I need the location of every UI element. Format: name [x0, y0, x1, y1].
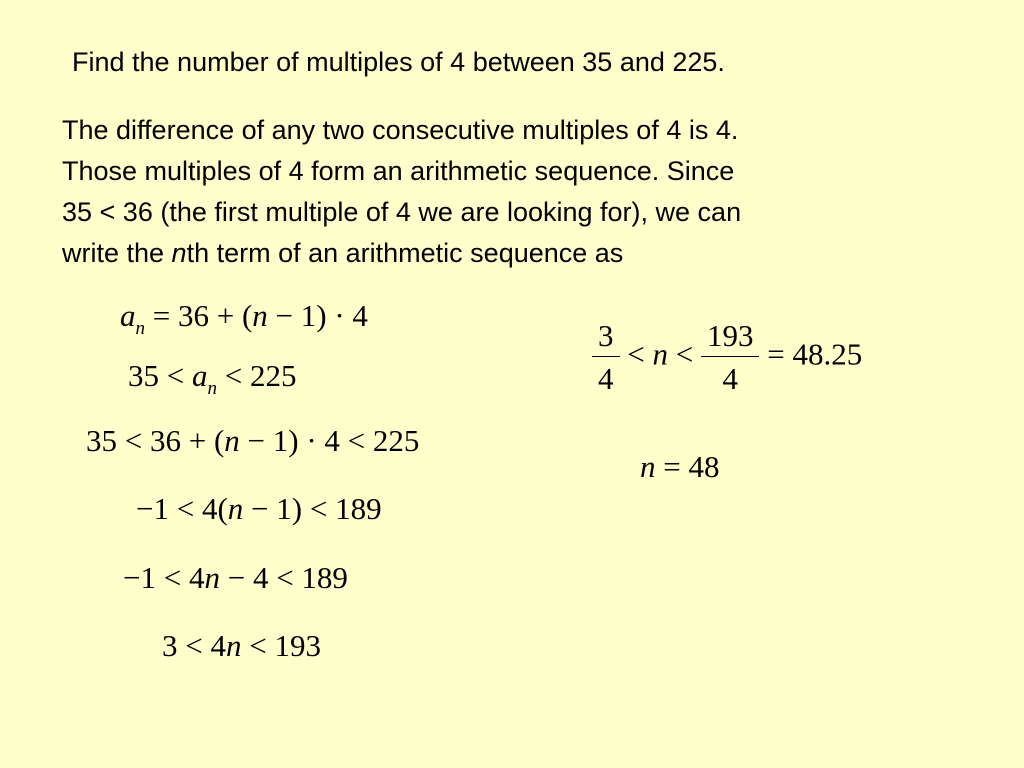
- eq6-b: < 193: [241, 628, 321, 663]
- fraction-1-numerator: 3: [592, 318, 620, 357]
- explanation-line-4-start: write the: [62, 238, 172, 268]
- eq1-var: a: [120, 298, 136, 333]
- fraction-193-over-4: [701, 318, 760, 397]
- eq3-var: n: [224, 423, 240, 458]
- eq1-sub: n: [135, 318, 145, 339]
- eq1-rhs-b: − 1) · 4: [267, 298, 368, 333]
- explanation-line-3: 35 < 36 (the first multiple of 4 we are looking for), we can: [62, 197, 742, 227]
- eq7-var: n: [652, 336, 668, 372]
- explanation-line-4-end: th term of an arithmetic sequence as: [186, 238, 624, 268]
- eq1-rhs-var: n: [252, 298, 268, 333]
- eq2-rhs: < 225: [216, 358, 297, 393]
- eq7-result: = 48.25: [759, 336, 863, 372]
- eq4-a: −1 < 4(: [136, 491, 228, 526]
- explanation-line-4: [62, 233, 741, 274]
- eq4-var: n: [227, 491, 244, 526]
- question-text: Find the number of multiples of 4 between 35 and 225.: [72, 47, 725, 77]
- eq2-var: a: [191, 358, 208, 393]
- eq2-lhs: 35 <: [128, 358, 192, 393]
- fraction-2-numerator: 193: [701, 318, 760, 357]
- equation-subtract-36: [136, 491, 382, 527]
- eq7-mid-b: <: [667, 336, 701, 372]
- eq5-var: n: [204, 560, 220, 595]
- eq3-a: 35 < 36 + (: [86, 423, 225, 458]
- eq5-b: − 4 < 189: [219, 560, 348, 595]
- eq5-a: −1 < 4: [123, 560, 205, 595]
- eq4-b: − 1) < 189: [243, 491, 382, 526]
- equation-nth-term: [120, 298, 368, 339]
- eq6-var: n: [225, 628, 242, 663]
- fraction-2-denominator: 4: [722, 361, 738, 396]
- eq2-sub: n: [207, 378, 217, 399]
- equation-answer: [640, 449, 719, 485]
- eq8-var: n: [640, 449, 656, 484]
- eq3-b: − 1) · 4 < 225: [239, 423, 420, 458]
- fraction-3-over-4: [592, 318, 620, 397]
- equation-fraction-bounds: [592, 318, 862, 397]
- explanation-line-1: The difference of any two consecutive multiples of 4 is 4.: [62, 115, 739, 145]
- equation-bounds-an: [128, 358, 297, 399]
- fraction-1-denominator: 4: [598, 361, 614, 396]
- equation-substituted: [86, 423, 419, 459]
- equation-add-4: [162, 628, 321, 664]
- explanation-line-2: Those multiples of 4 form an arithmetic sequence. Since: [62, 156, 735, 186]
- explanation-paragraph: [62, 110, 741, 274]
- equation-expanded: [123, 560, 348, 596]
- eq1-rhs-a: = 36 + (: [145, 298, 253, 333]
- explanation-line-4-italic-n: n: [171, 238, 187, 268]
- eq8-rest: = 48: [655, 449, 720, 484]
- eq6-a: 3 < 4: [162, 628, 226, 663]
- eq7-mid-a: <: [619, 336, 653, 372]
